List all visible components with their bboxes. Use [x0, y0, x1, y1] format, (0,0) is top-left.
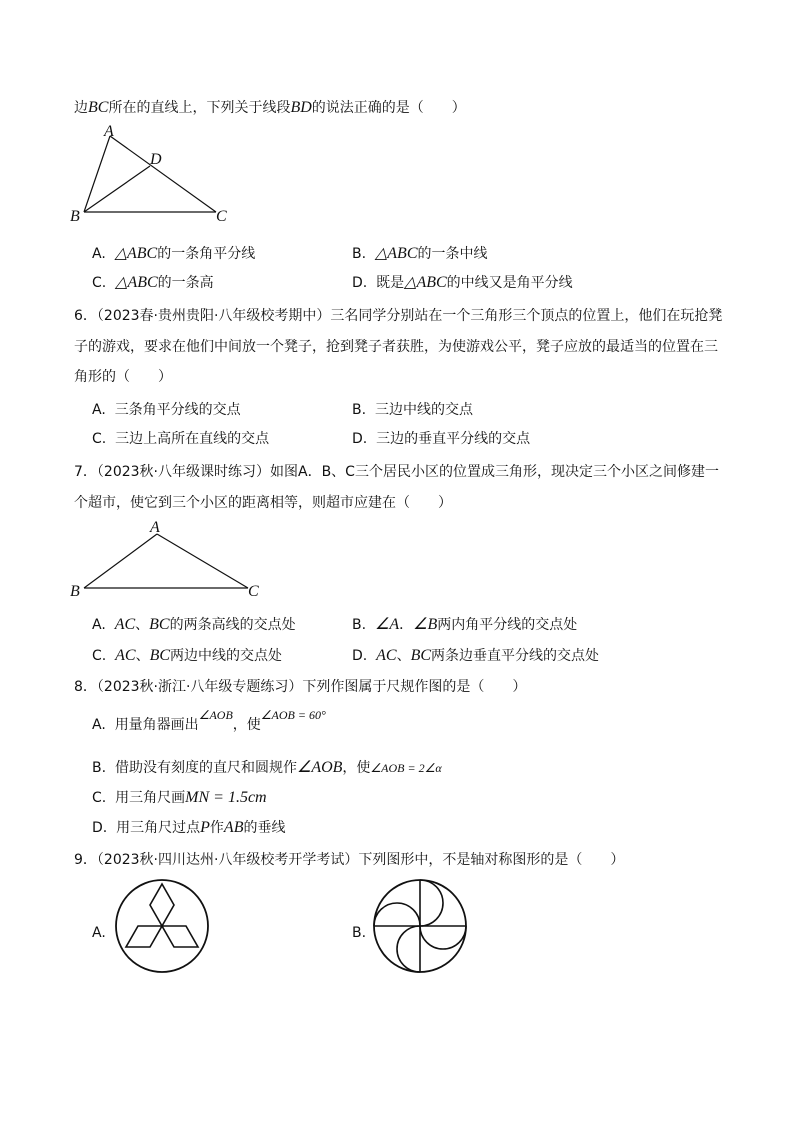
- q5-edge-ab: [84, 136, 110, 212]
- q7-option-a-math-2: BC: [149, 616, 170, 633]
- q9-b-arc-bottom: [397, 926, 420, 972]
- q5-option-d-letter: D.: [352, 275, 368, 291]
- q9-a-rhombus-right: [162, 926, 198, 947]
- q8-option-c-math-1: MN = 1.5cm: [185, 789, 267, 806]
- q7-option-b-sep: ．: [399, 617, 414, 633]
- q7-label-b: B: [70, 583, 80, 600]
- q8-option-b-text-1: 借助没有刻度的直尺和圆规作: [114, 760, 297, 776]
- q7-label-a: A: [150, 519, 160, 536]
- q8-option-d-letter: D.: [92, 820, 108, 836]
- q5-edge-ac: [110, 136, 216, 212]
- q6-option-c-letter: C.: [92, 431, 107, 447]
- q5-option-b[interactable]: [352, 243, 488, 265]
- q8-option-b[interactable]: [92, 757, 442, 779]
- q8-option-c[interactable]: [92, 787, 267, 809]
- q8-option-d-text-2: 作: [209, 820, 224, 836]
- q6-option-d[interactable]: [352, 428, 530, 450]
- q6-stem-line-1: 6．（2023春·贵州贵阳·八年级校考期中）三名同学分别站在一个三角形三个顶点的位置上，他们在玩抢凳: [74, 308, 723, 324]
- q7-option-b-math-1: ∠A: [374, 616, 400, 633]
- q7-option-c-math-2: BC: [149, 647, 171, 664]
- q9-option-b-label[interactable]: B.: [352, 925, 367, 941]
- q9-stem: 9．（2023秋·四川达州·八年级校考开学考试）下列图形中，不是轴对称图形的是（ ）: [74, 852, 625, 868]
- q5-label-a: A: [104, 123, 114, 140]
- q9-option-a-label[interactable]: A.: [92, 925, 106, 941]
- q5-option-a[interactable]: [92, 243, 255, 265]
- q7-edge-ac: [157, 534, 248, 588]
- q7-option-d-letter: D.: [352, 648, 368, 664]
- q6-stem-line-2: 子的游戏，要求在他们中间放一个凳子，抢到凳子者获胜，为使游戏公平，凳子应放的最适当的位置在三: [74, 339, 718, 355]
- q7-option-c-math-1: AC: [115, 647, 136, 664]
- q7-label-c: C: [248, 583, 259, 600]
- q6-option-d-text: 三边的垂直平分线的交点: [376, 431, 531, 447]
- q5-label-b: B: [70, 208, 80, 225]
- q8-option-b-letter: B.: [92, 760, 107, 776]
- q6-option-b[interactable]: [352, 399, 473, 421]
- q7-edge-ab: [84, 534, 157, 588]
- q9-option-a-figure[interactable]: [114, 878, 210, 974]
- q7-option-c-sep: 、: [135, 648, 150, 664]
- q5-option-b-letter: B.: [352, 246, 367, 262]
- q7-option-d[interactable]: [352, 645, 599, 667]
- q9-option-b-figure[interactable]: [372, 878, 468, 974]
- q7-option-b-letter: B.: [352, 617, 367, 633]
- q7-option-a-text: 的两条高线的交点处: [169, 617, 296, 633]
- q6-stem-line-3: 角形的（ ）: [74, 369, 172, 385]
- q6-option-c[interactable]: [92, 428, 269, 450]
- q5-segment-bd: [84, 166, 150, 212]
- q5-option-b-text: 的一条中线: [417, 246, 488, 262]
- q8-option-a-letter: A.: [92, 717, 106, 733]
- q5-option-d[interactable]: [352, 272, 573, 294]
- q8-option-d[interactable]: [92, 817, 285, 839]
- q8-option-d-text-3: 的垂线: [243, 820, 286, 836]
- q7-option-b-text: 两内角平分线的交点处: [437, 617, 578, 633]
- q7-option-c[interactable]: [92, 645, 282, 667]
- q7-option-b-math-2: ∠B: [413, 616, 438, 633]
- q5-stem-text-a: 边: [74, 100, 88, 116]
- q5-option-a-math: △ABC: [114, 245, 158, 262]
- q5-option-c-math: △ABC: [115, 274, 158, 291]
- q5-label-c: C: [216, 208, 227, 225]
- q6-option-a-text: 三条角平分线的交点: [114, 402, 241, 418]
- q5-stem-text-c: 的说法正确的是（ ）: [311, 100, 466, 116]
- q7-stem-line-2: 个超市，使它到三个小区的距离相等，则超市应建在（ ）: [74, 495, 452, 511]
- q8-option-a-math-1: ∠AOB: [198, 708, 233, 722]
- q7-option-c-text: 两边中线的交点处: [170, 648, 283, 664]
- q9-b-arc-left: [374, 903, 420, 926]
- q9-a-rhombus-left: [126, 926, 162, 947]
- q5-stem-math-bc: BC: [88, 99, 109, 116]
- q8-option-a-text-1: 用量角器画出: [114, 717, 199, 733]
- q9-b-arc-top: [420, 880, 443, 926]
- q5-option-a-text: 的一条角平分线: [157, 246, 256, 262]
- q8-option-d-text-1: 用三角尺过点: [116, 820, 201, 836]
- q7-option-a-letter: A.: [92, 617, 106, 633]
- q9-a-rhombus-top: [150, 884, 174, 926]
- q5-label-d: D: [150, 151, 162, 168]
- q5-option-a-letter: A.: [92, 246, 106, 262]
- q7-option-c-letter: C.: [92, 648, 107, 664]
- q5-option-c[interactable]: [92, 272, 214, 294]
- q9-b-arc-right: [420, 926, 466, 949]
- q8-option-a[interactable]: [92, 708, 326, 736]
- q8-option-d-math-2: AB: [223, 819, 244, 836]
- q7-option-d-math-1: AC: [376, 647, 397, 664]
- q7-option-a-sep: 、: [135, 617, 150, 633]
- q7-option-d-math-2: BC: [410, 647, 432, 664]
- q7-option-b[interactable]: [352, 614, 577, 636]
- q6-option-a-letter: A.: [92, 402, 106, 418]
- q7-option-a[interactable]: [92, 614, 296, 636]
- q8-option-b-math-1: ∠AOB: [296, 759, 343, 776]
- q8-stem: 8．（2023秋·浙江·八年级专题练习）下列作图属于尺规作图的是（ ）: [74, 679, 527, 695]
- q8-option-b-text-2: ，使: [342, 760, 371, 776]
- q7-option-d-sep: 、: [396, 648, 411, 664]
- q8-option-c-letter: C.: [92, 790, 107, 806]
- q8-option-a-math-2: ∠AOB = 60°: [260, 708, 326, 722]
- q6-option-a[interactable]: [92, 399, 241, 421]
- q8-option-a-text-2: ，使: [232, 717, 261, 733]
- q5-option-c-text: 的一条高: [157, 275, 214, 291]
- q8-option-b-math-2: ∠AOB = 2∠α: [370, 761, 442, 775]
- q8-option-d-math-1: P: [200, 819, 210, 836]
- q6-option-b-text: 三边中线的交点: [374, 402, 473, 418]
- q5-option-c-letter: C.: [92, 275, 107, 291]
- q6-option-d-letter: D.: [352, 431, 368, 447]
- q6-option-c-text: 三边上高所在直线的交点: [115, 431, 270, 447]
- q5-option-b-math: △ABC: [374, 245, 418, 262]
- q7-triangle-figure: [70, 519, 270, 602]
- q5-option-d-math: △ABC: [404, 274, 447, 291]
- q7-option-a-math-1: AC: [114, 616, 136, 633]
- q6-option-b-letter: B.: [352, 402, 367, 418]
- q5-triangle-figure: [70, 124, 250, 224]
- q5-option-d-text: 的中线又是角平分线: [446, 275, 573, 291]
- q7-option-d-text: 两条边垂直平分线的交点处: [431, 648, 600, 664]
- q5-stem: [74, 97, 466, 119]
- q8-option-c-text-1: 用三角尺画: [115, 790, 186, 806]
- q5-stem-text-b: 所在的直线上，下列关于线段: [108, 100, 291, 116]
- q5-stem-math-bd: BD: [290, 99, 312, 116]
- q5-option-d-pre: 既是: [376, 275, 405, 291]
- q7-stem-line-1: 7．（2023秋·八年级课时练习）如图A．B、C三个居民小区的位置成三角形，现决定三个小区之间修建一: [74, 464, 719, 480]
